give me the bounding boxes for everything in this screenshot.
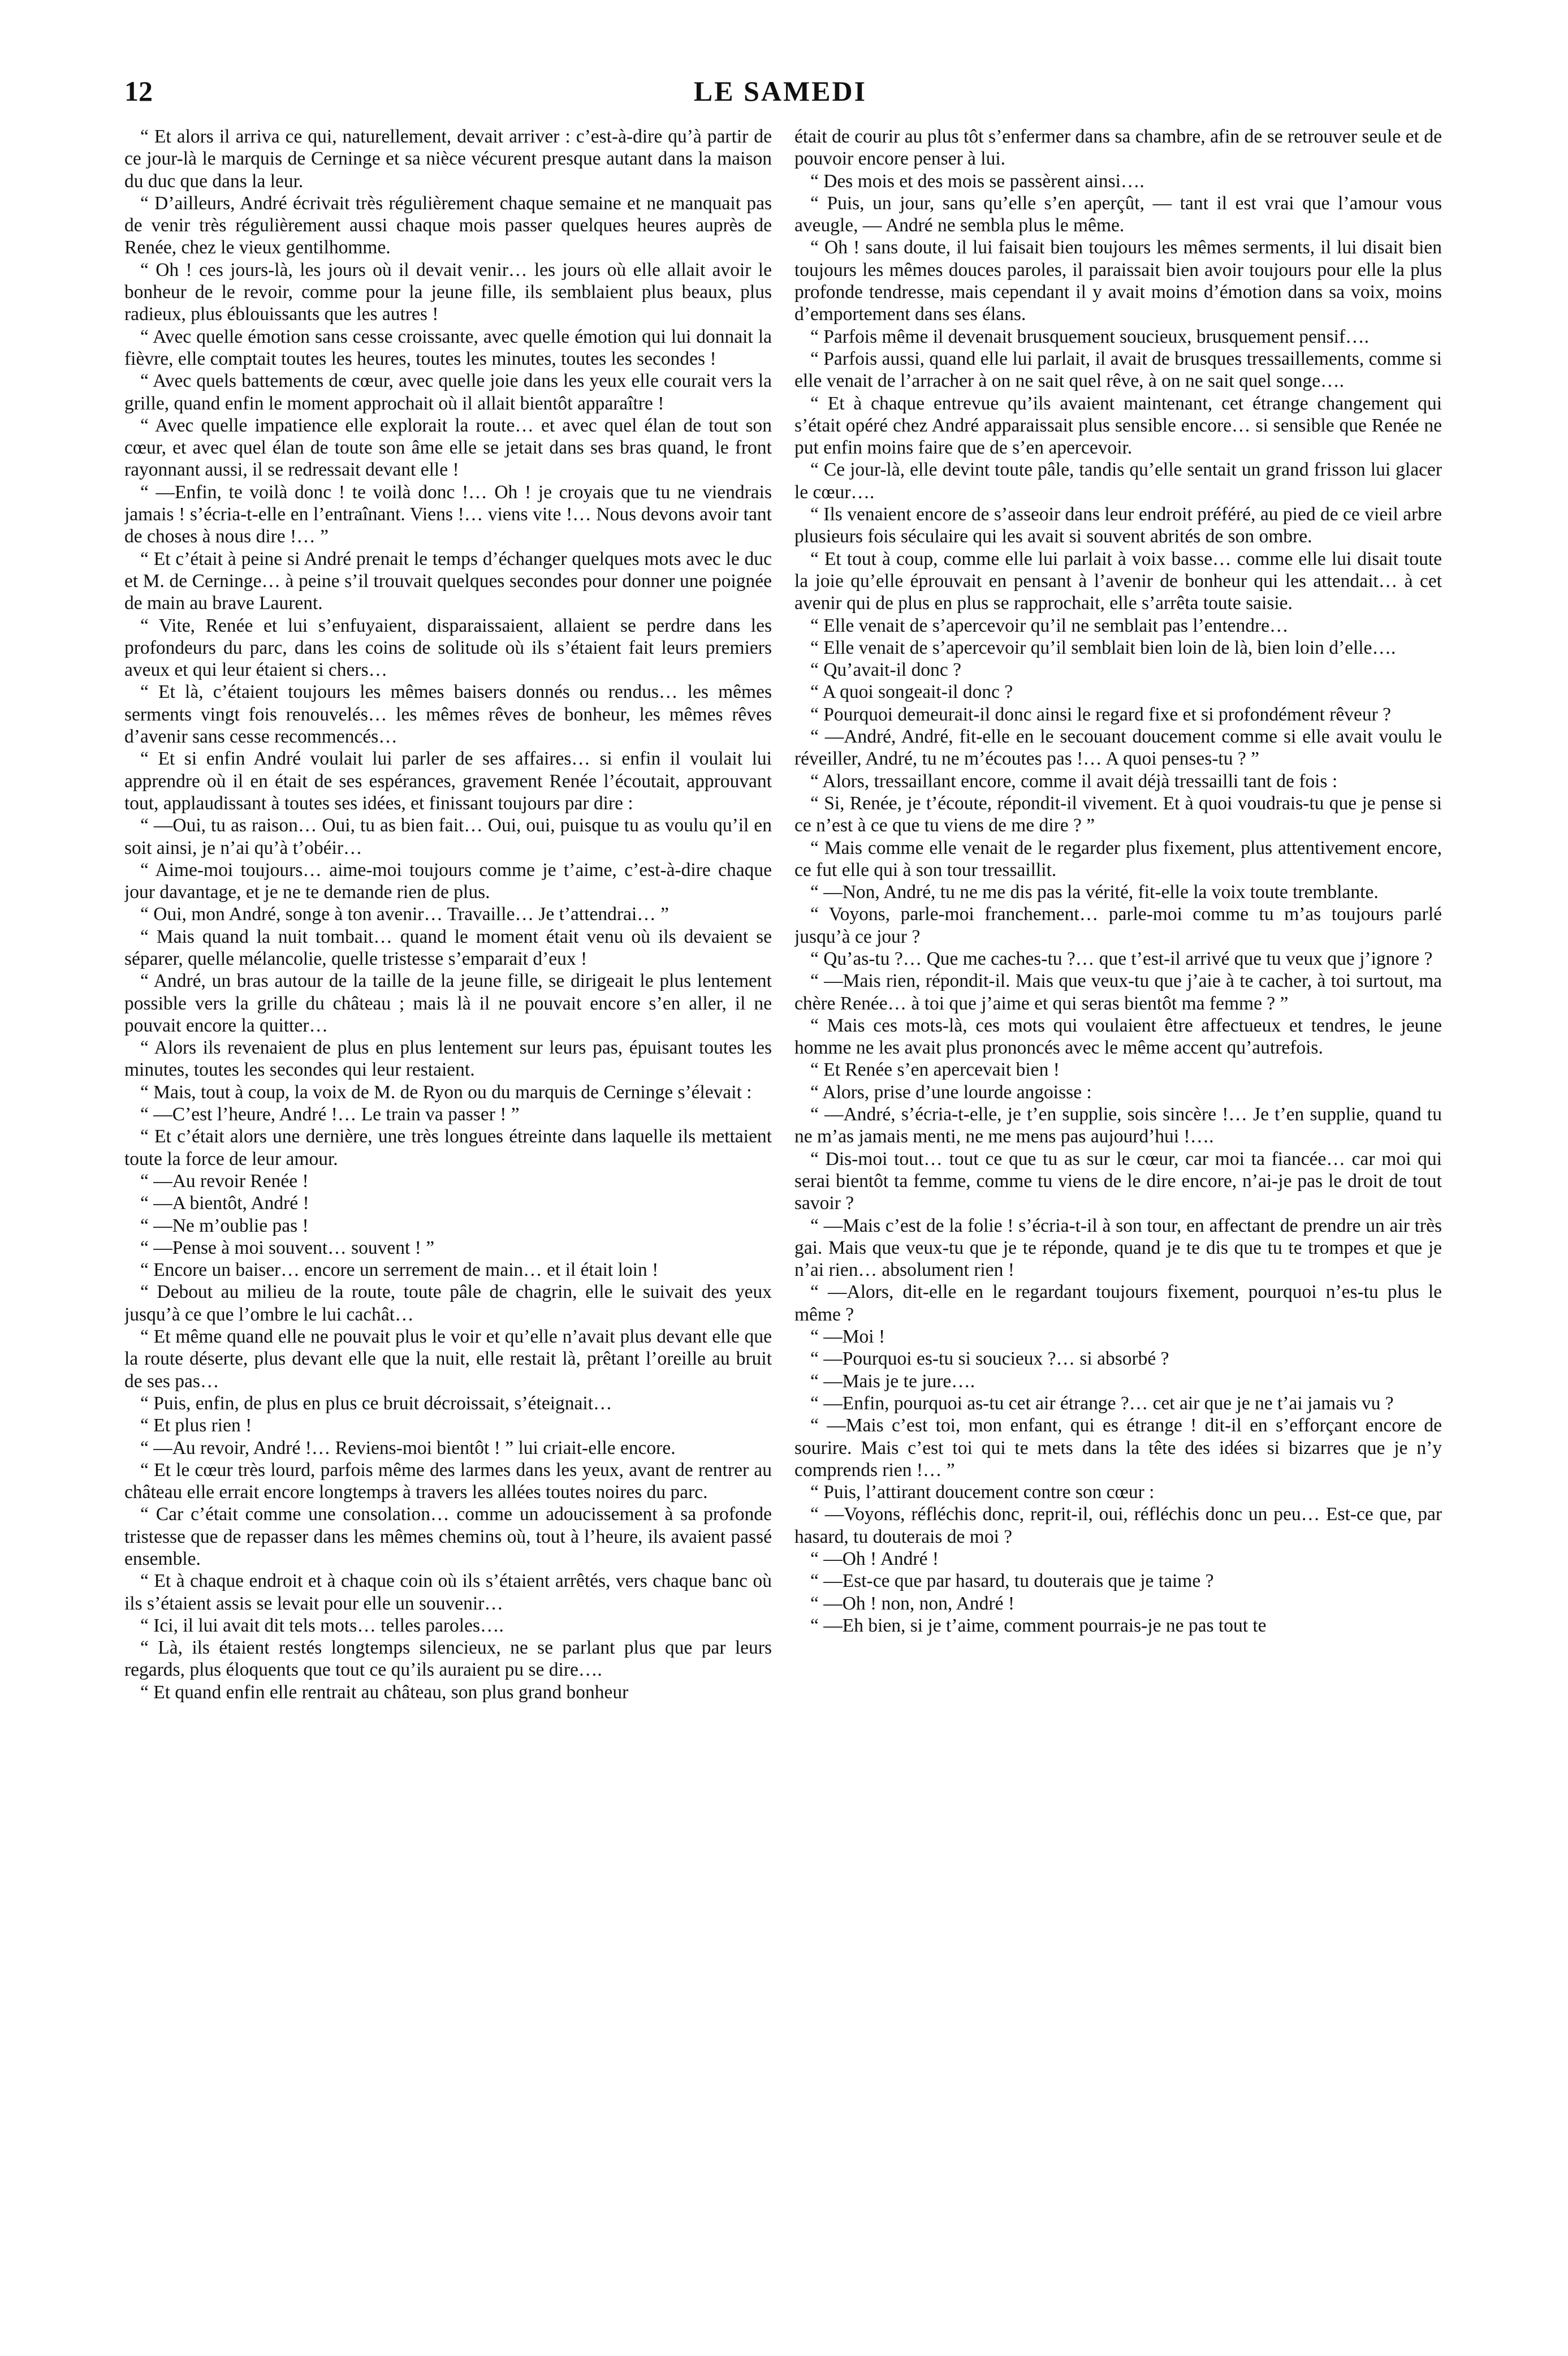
paragraph: “ —Pense à moi souvent… souvent ! ” [140, 1237, 435, 1258]
paragraph: “ Et Renée s’en apercevait bien ! [810, 1059, 1060, 1081]
paragraph: “ D’ailleurs, André écrivait très régulièrement chaque semaine et ne manquait pas de venir très régulièrement aussi chaque mois passer quelques heures auprès de Renée, chez le vieux gentilhomme. [124, 192, 772, 258]
paragraph: “ Debout au milieu de la route, toute pâle de chagrin, elle le suivait des yeux jusqu’à ce que l’ombre le lui cachât… [124, 1281, 772, 1325]
paragraph: “ —Pourquoi es-tu si soucieux ?… si absorbé ? [810, 1348, 1169, 1370]
paragraph: “ Parfois aussi, quand elle lui parlait, il avait de brusques tressaillements, comme si elle venait de l’arracher à on ne sait quel rêve, à on ne sait quel songe…. [794, 348, 1442, 392]
page-number: 12 [124, 75, 153, 107]
paragraph: “ Parfois même il devenait brusquement soucieux, brusquement pensif…. [810, 326, 1370, 347]
paragraph: était de courir au plus tôt s’enfermer dans sa chambre, afin de se retrouver seule et de pouvoir encore penser à lui. [794, 126, 1442, 170]
paragraph: “ —Au revoir Renée ! [140, 1170, 309, 1192]
paragraph: “ Oh ! ces jours-là, les jours où il devait venir… les jours où elle allait avoir le bonheur de le revoir, comme pour la jeune fille, ils semblaient plus beaux, plus radieux, plus éblouissants que les autres ! [124, 259, 772, 325]
text-column-left [124, 126, 772, 2320]
paragraph: “ Et quand enfin elle rentrait au château, son plus grand bonheur [140, 1681, 629, 1703]
paragraph: “ Là, ils étaient restés longtemps silencieux, ne se parlant plus que par leurs regards, plus éloquents que tout ce qu’ils auraient pu se dire…. [124, 1637, 772, 1681]
paragraph: “ Et si enfin André voulait lui parler de ses affaires… si enfin il voulait lui apprendre où il en était de ses espérances, gravement Renée l’écoutait, approuvant tout, applaudissant à toutes ses idées, et finissant toujours par dire : [124, 748, 772, 814]
paragraph: “ Alors, prise d’une lourde angoisse : [810, 1081, 1092, 1103]
paragraph: “ Avec quelle émotion sans cesse croissante, avec quelle émotion qui lui donnait la fièvre, elle comptait toutes les heures, toutes les minutes, toutes les secondes ! [124, 326, 772, 369]
paragraph: “ Mais quand la nuit tombait… quand le moment était venu où ils devaient se séparer, quelle mélancolie, quelle tristesse s’emparait d’eux ! [124, 926, 772, 969]
paragraph: “ —Est-ce que par hasard, tu douterais que je taime ? [810, 1570, 1214, 1592]
paragraph: “ Oui, mon André, songe à ton avenir… Travaille… Je t’attendrai… ” [140, 904, 669, 925]
paragraph: “ Pourquoi demeurait-il donc ainsi le regard fixe et si profondément rêveur ? [810, 704, 1391, 725]
paragraph: “ Et même quand elle ne pouvait plus le voir et qu’elle n’avait plus devant elle que la route déserte, plus devant elle que la nuit, elle restait là, prêtant l’oreille au bruit de ses pas… [124, 1326, 772, 1392]
paragraph: “ —André, André, fit-elle en le secouant doucement comme si elle avait voulu le réveiller, André, tu ne m’écoutes pas !… A quoi penses-tu ? ” [794, 726, 1442, 770]
paragraph: “ Car c’était comme une consolation… comme un adoucissement à sa profonde tristesse que de repasser dans les mêmes chemins où, tout à l’heure, ils avaient passé ensemble. [124, 1504, 772, 1569]
paragraph: “ Puis, enfin, de plus en plus ce bruit décroissait, s’éteignait… [140, 1392, 612, 1414]
paragraph: “ Alors ils revenaient de plus en plus lentement sur leurs pas, épuisant toutes les minutes, toutes les secondes qui leur restaient. [124, 1037, 772, 1081]
paragraph: “ —Voyons, réfléchis donc, reprit-il, oui, réfléchis donc un peu… Est-ce que, par hasard, tu douterais de moi ? [794, 1504, 1442, 1547]
paragraph: “ —C’est l’heure, André !… Le train va passer ! ” [140, 1104, 520, 1125]
paragraph: “ —Au revoir, André !… Reviens-moi bientôt ! ” lui criait-elle encore. [140, 1437, 676, 1459]
paragraph: “ —André, s’écria-t-elle, je t’en supplie, sois sincère !… Je t’en supplie, quand tu ne m’as jamais menti, ne me mens pas aujourd’hui !…. [794, 1104, 1442, 1147]
paragraph: “ —Mais c’est toi, mon enfant, qui es étrange ! dit-il en s’efforçant encore de sourire. Mais c’est toi qui te mets dans la tête des idées si bizarres que je n’y comprends rien !… ” [794, 1415, 1442, 1481]
paragraph: “ Dis-moi tout… tout ce que tu as sur le cœur, car moi ta fiancée… car moi qui serai bientôt ta femme, comme tu viens de le dire encore, n’ai-je pas le droit de tout savoir ? [794, 1148, 1442, 1214]
paragraph: “ André, un bras autour de la taille de la jeune fille, se dirigeait le plus lentement possible vers la grille du château ; mais là il ne pouvait encore s’en aller, il ne pouvait encore la quitter… [124, 970, 772, 1036]
paragraph: “ —Non, André, tu ne me dis pas la vérité, fit-elle la voix toute tremblante. [810, 882, 1379, 903]
page-header [113, 75, 1448, 114]
paragraph: “ —Eh bien, si je t’aime, comment pourrais-je ne pas tout te [810, 1615, 1267, 1636]
paragraph: “ Avec quelle impatience elle explorait la route… et avec quel élan de tout son cœur, et avec quel élan de toute son âme elle se jetait dans ses bras quand, le front rayonnant aussi, il se redressait devant elle ! [124, 415, 772, 481]
paragraph: “ Et à chaque endroit et à chaque coin où ils s’étaient arrêtés, vers chaque banc où ils s’étaient assis se levait pour elle un souvenir… [124, 1570, 772, 1614]
paragraph: “ Et c’était alors une dernière, une très longues étreinte dans laquelle ils mettaient toute la force de leur amour. [124, 1126, 772, 1170]
paragraph: “ Vite, Renée et lui s’enfuyaient, disparaissaient, allaient se perdre dans les profondeurs du parc, dans les coins de solitude où ils s’étaient fait leurs premiers aveux et qui leur étaient si chers… [124, 615, 772, 681]
paragraph: “ Et là, c’étaient toujours les mêmes baisers donnés ou rendus… les mêmes serments vingt fois renouvelés… les mêmes rêves de bonheur, les mêmes rêves d’avenir sans cesse recommencés… [124, 681, 772, 748]
paragraph: “ Elle venait de s’apercevoir qu’il ne semblait pas l’entendre… [810, 615, 1289, 636]
paragraph: “ Qu’as-tu ?… Que me caches-tu ?… que t’est-il arrivé que tu veux que j’ignore ? [810, 948, 1433, 969]
paragraph: “ Et alors il arriva ce qui, naturellement, devait arriver : c’est-à-dire qu’à partir de ce jour-là le marquis de Cerninge et sa nièce vécurent presque autant dans la maison du duc que dans la leur. [124, 126, 772, 192]
paragraph: “ Mais ces mots-là, ces mots qui voulaient être affectueux et tendres, le jeune homme ne les avait plus prononcés avec le même accent qu’autrefois. [794, 1015, 1442, 1059]
paragraph: “ Aime-moi toujours… aime-moi toujours comme je t’aime, c’est-à-dire chaque jour davantage, et je ne te demande rien de plus. [124, 859, 772, 903]
paragraph: “ —Mais je te jure…. [810, 1370, 975, 1392]
paragraph: “ Alors, tressaillant encore, comme il avait déjà tressailli tant de fois : [810, 770, 1338, 792]
paragraph: “ Puis, un jour, sans qu’elle s’en aperçût, — tant il est vrai que l’amour vous aveugle, — André ne sembla plus le même. [794, 192, 1442, 236]
paragraph: “ Qu’avait-il donc ? [810, 659, 961, 681]
paragraph: “ Et le cœur très lourd, parfois même des larmes dans les yeux, avant de rentrer au château elle errait encore longtemps à travers les allées toutes noires du parc. [124, 1459, 772, 1503]
paragraph: “ Oh ! sans doute, il lui faisait bien toujours les mêmes serments, il lui disait bien toujours les mêmes douces paroles, il paraissait bien avoir toujours pour elle la plus profonde tendresse, mais cependant il y avait moins d’émotion dans sa voix, moins d’emportement dans ses élans. [794, 237, 1442, 325]
paragraph: “ Et plus rien ! [140, 1415, 252, 1436]
paragraph: “ —Oh ! André ! [810, 1548, 939, 1569]
paragraph: “ Si, Renée, je t’écoute, répondit-il vivement. Et à quoi voudrais-tu que je pense si ce n’est à ce que tu viens de me dire ? ” [794, 792, 1442, 836]
paragraph: “ —Oui, tu as raison… Oui, tu as bien fait… Oui, oui, puisque tu as voulu qu’il en soit ainsi, je n’ai qu’à t’obéir… [124, 815, 772, 858]
paragraph: “ Encore un baiser… encore un serrement de main… et il était loin ! [140, 1259, 659, 1281]
paragraph: “ —Alors, dit-elle en le regardant toujours fixement, pourquoi n’es-tu plus le même ? [794, 1281, 1442, 1325]
paragraph: “ —Enfin, te voilà donc ! te voilà donc !… Oh ! je croyais que tu ne viendrais jamais ! s’écria-t-elle en l’entraînant. Viens !… viens vite !… Nous devons avoir tant de choses à nous dire !… ” [124, 481, 772, 547]
paragraph: “ Et c’était à peine si André prenait le temps d’échanger quelques mots avec le duc et M. de Cerninge… à peine s’il trouvait quelques secondes pour donner une poignée de main au brave Laurent. [124, 548, 772, 614]
paragraph: “ Voyons, parle-moi franchement… parle-moi comme tu m’as toujours parlé jusqu’à ce jour ? [794, 904, 1442, 947]
paragraph: “ —Mais c’est de la folie ! s’écria-t-il à son tour, en affectant de prendre un air très gai. Mais que veux-tu que je te réponde, quand je te dis que tu te trompes et que je n’ai rien… absolument rien ! [794, 1215, 1442, 1281]
paragraph: “ Avec quels battements de cœur, avec quelle joie dans les yeux elle courait vers la grille, quand enfin le moment approchait où il allait bientôt apparaître ! [124, 370, 772, 414]
paragraph: “ Elle venait de s’apercevoir qu’il semblait bien loin de là, bien loin d’elle…. [810, 637, 1396, 658]
paragraph: “ —Oh ! non, non, André ! [810, 1593, 1014, 1614]
paragraph: “ Puis, l’attirant doucement contre son cœur : [810, 1482, 1155, 1503]
paragraph: “ Et tout à coup, comme elle lui parlait à voix basse… comme elle lui disait toute la joie qu’elle éprouvait en pensant à l’avenir de bonheur qui les attendait… à cet avenir qui de plus en plus se rapprochait, elle s’arrêta toute saisie. [794, 548, 1442, 614]
paragraph: “ —Ne m’oublie pas ! [140, 1215, 309, 1236]
paragraph: “ Ce jour-là, elle devint toute pâle, tandis qu’elle sentait un grand frisson lui glacer le cœur…. [794, 459, 1442, 503]
paragraph: “ —Enfin, pourquoi as-tu cet air étrange ?… cet air que je ne t’ai jamais vu ? [810, 1392, 1394, 1414]
paragraph: “ Mais comme elle venait de le regarder plus fixement, plus attentivement encore, ce fut elle qui à son tour tressaillit. [794, 837, 1442, 881]
paragraph: “ Des mois et des mois se passèrent ainsi…. [810, 170, 1144, 192]
text-column-right [794, 126, 1442, 2320]
paragraph: “ Mais, tout à coup, la voix de M. de Ryon ou du marquis de Cerninge s’élevait : [140, 1081, 752, 1103]
paragraph: “ Et à chaque entrevue qu’ils avaient maintenant, cet étrange changement qui s’était opéré chez André apparaissait plus sensible encore… si sensible que Renée ne put enfin moins faire que de s’en apercevoir. [794, 392, 1442, 459]
paragraph: “ Ici, il lui avait dit tels mots… telles paroles…. [140, 1615, 504, 1636]
paragraph: “ —Mais rien, répondit-il. Mais que veux-tu que j’aie à te cacher, à toi surtout, ma chère Renée… à toi que j’aime et qui seras bientôt ma femme ? ” [794, 970, 1442, 1014]
paragraph: “ —A bientôt, André ! [140, 1193, 309, 1214]
paragraph: “ Ils venaient encore de s’asseoir dans leur endroit préféré, au pied de ce vieil arbre plusieurs fois séculaire qui les avait si souvent abrités de son ombre. [794, 504, 1442, 547]
running-title: LE SAMEDI [693, 75, 867, 107]
paragraph: “ —Moi ! [810, 1326, 885, 1348]
paragraph: “ A quoi songeait-il donc ? [810, 681, 1013, 703]
